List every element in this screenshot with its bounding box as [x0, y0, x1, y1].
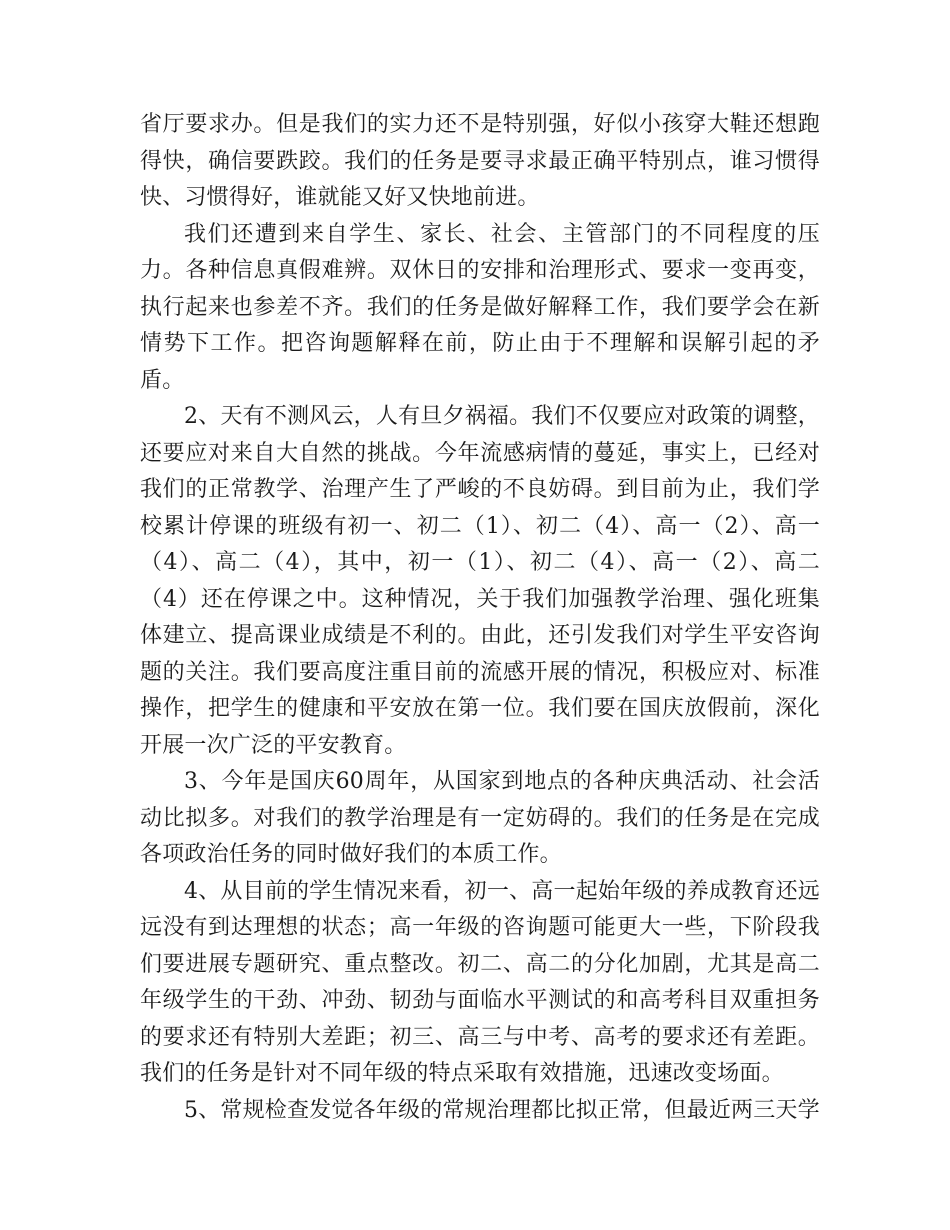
paragraph-1: 省厅要求办。但是我们的实力还不是特别强，好似小孩穿大鞋还想跑得快，确信要跌跤。我们的任务是要寻求最正确平特别点，谁习惯得快、习惯得好，谁就能又好又快地前进。	[140, 112, 820, 210]
document-body	[140, 107, 820, 1129]
paragraph-3: 2、天有不测风云，人有旦夕祸福。我们不仅要应对政策的调整，还要应对来自大自然的挑战。今年流感病情的蔓延，事实上，已经对我们的正常教学、治理产生了严峻的不良妨碍。到目前为止，我们学校累计停课的班级有初一、初二（1）、初二（4）、高一（2）、高一（4）、高二（4），其中，初一（1）、初二（4）、高一（2）、高二（4）还在停课之中。这种情况，关于我们加强教学治理、强化班集体建立、提高课业成绩是不利的。由此，还引发我们对学生平安咨询题的关注。我们要高度注重目前的流感开展的情况，积极应对、标准操作，把学生的健康和平安放在第一位。我们要在国庆放假前，深化开展一次广泛的平安教育。	[140, 404, 820, 758]
paragraph-4: 3、今年是国庆60周年，从国家到地点的各种庆典活动、社会活动比拟多。对我们的教学治理是有一定妨碍的。我们的任务是在完成各项政治任务的同时做好我们的本质工作。	[140, 769, 820, 867]
paragraph-6: 5、常规检查发觉各年级的常规治理都比拟正常，但最近两三天学	[184, 1097, 820, 1123]
paragraph-5: 4、从目前的学生情况来看，初一、高一起始年级的养成教育还远远没有到达理想的状态；高一年级的咨询题可能更大一些，下阶段我们要进展专题研究、重点整改。初二、高二的分化加剧，尤其是高二年级学生的干劲、冲劲、韧劲与面临水平测试的和高考科目双重担务的要求还有特别大差距；初三、高三与中考、高考的要求还有差距。我们的任务是针对不同年级的特点采取有效措施，迅速改变场面。	[140, 878, 820, 1086]
paragraph-2: 我们还遭到来自学生、家长、社会、主管部门的不同程度的压力。各种信息真假难辨。双休日的安排和治理形式、要求一变再变，执行起来也参差不齐。我们的任务是做好解释工作，我们要学会在新情势下工作。把咨询题解释在前，防止由于不理解和误解引起的矛盾。	[140, 221, 820, 393]
